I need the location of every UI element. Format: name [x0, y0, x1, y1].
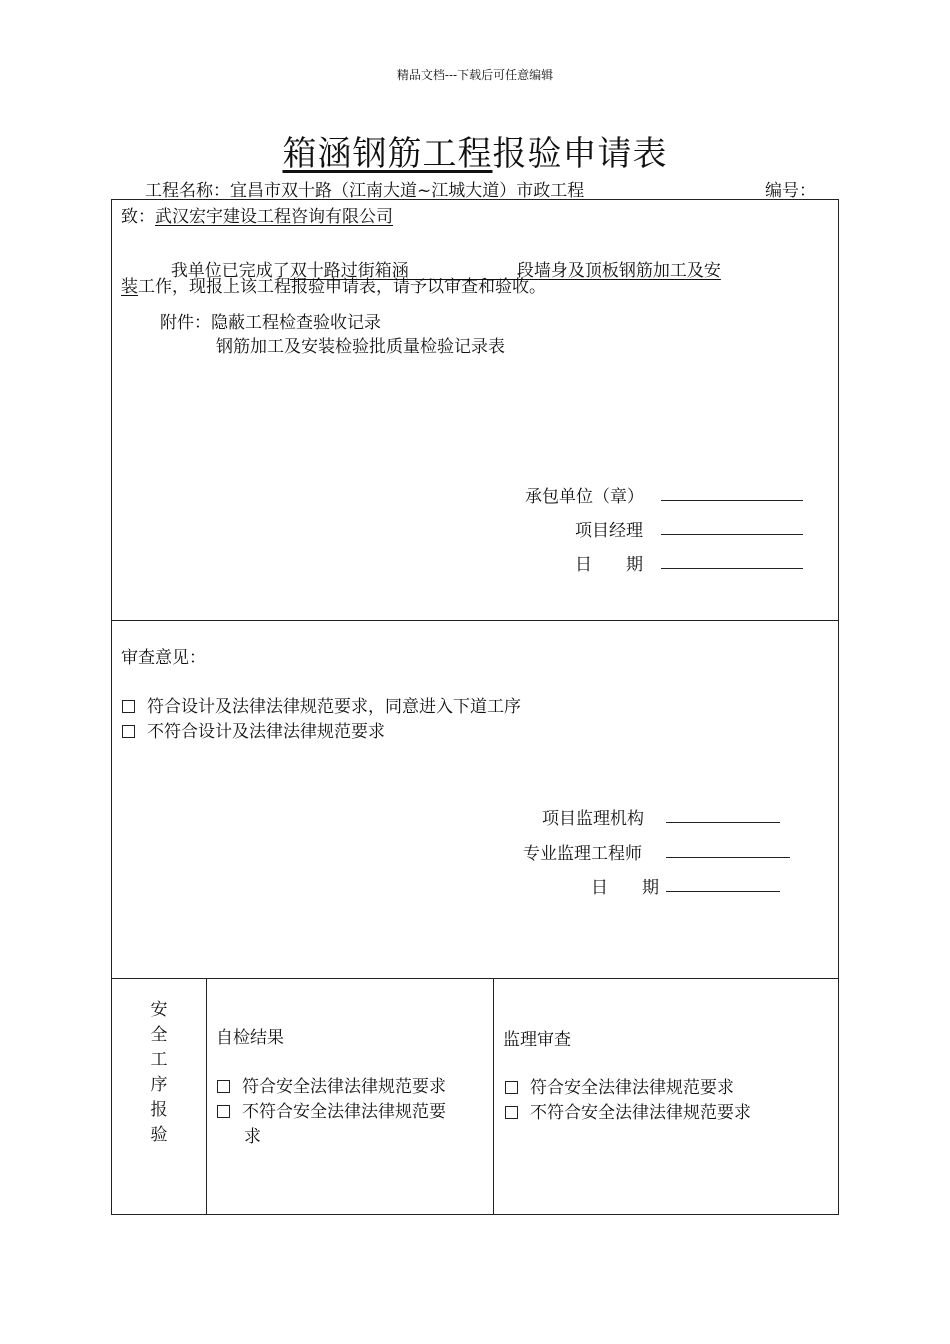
- supervision-org-label: 项目监理机构: [542, 809, 644, 829]
- supervision-org-blank[interactable]: [666, 806, 780, 823]
- project-manager-label: 项目经理: [575, 521, 643, 541]
- supervision-check-option-pass[interactable]: 符合安全法律法律规范要求: [505, 1073, 734, 1098]
- review-title: 审查意见：: [121, 648, 206, 668]
- review-option-reject[interactable]: 不符合设计及法律法律规范要求: [122, 717, 385, 742]
- checkbox-icon[interactable]: [122, 700, 135, 713]
- checkbox-icon[interactable]: [122, 725, 135, 738]
- checkbox-icon[interactable]: [505, 1106, 518, 1119]
- completion-line-2: 装工作，现报上该工程报验申请表，请予以审查和验收。: [121, 277, 546, 297]
- self-check-title: 自检结果: [216, 1028, 284, 1048]
- supervision-date-blank[interactable]: [666, 875, 780, 892]
- page-title: [0, 126, 950, 175]
- review-option-approve[interactable]: 符合设计及法律法律规范要求，同意进入下道工序: [122, 692, 521, 717]
- serial-number-label: 编号：: [765, 181, 816, 201]
- checkbox-icon[interactable]: [217, 1080, 230, 1093]
- completion-line-1: 我单位已完成了双十路过街箱涵 段墙身及顶板钢筋加工及安: [170, 261, 721, 281]
- contractor-date-blank[interactable]: [661, 552, 803, 569]
- attachment-line-1: 附件：隐蔽工程检查验收记录: [160, 313, 381, 333]
- checkbox-icon[interactable]: [217, 1105, 230, 1118]
- contractor-seal-blank[interactable]: [661, 484, 803, 501]
- supervision-check-option-fail[interactable]: 不符合安全法律法律规范要求: [505, 1098, 751, 1123]
- title-underlined: 箱涵钢筋工程: [282, 134, 493, 174]
- supervisor-company: 武汉宏宇建设工程咨询有限公司: [155, 207, 393, 227]
- self-check-option-fail[interactable]: 不符合安全法律法律规范要: [217, 1097, 446, 1122]
- supervision-engineer-label: 专业监理工程师: [523, 844, 642, 864]
- header-note: 精品文档---下载后可任意编辑: [396, 68, 554, 82]
- self-check-option-pass[interactable]: 符合安全法律法律规范要求: [217, 1072, 446, 1097]
- title-rest: 报验申请表: [492, 134, 668, 174]
- section-divider-1: [111, 620, 839, 621]
- contractor-date-label: 日 期: [575, 555, 643, 575]
- section-divider-2: [111, 978, 839, 979]
- contractor-seal-label: 承包单位（章）: [525, 487, 644, 507]
- project-manager-blank[interactable]: [661, 518, 803, 535]
- checkbox-icon[interactable]: [505, 1081, 518, 1094]
- attachment-1: 隐蔽工程检查验收记录: [211, 313, 381, 333]
- project-name-line: 工程名称：宜昌市双十路（江南大道~江城大道）市政工程: [145, 181, 585, 201]
- attachment-2: 钢筋加工及安装检验批质量检验记录表: [216, 337, 505, 357]
- safety-side-label: 安 全 工 序 报 验: [150, 1000, 168, 1145]
- addressee: 致：武汉宏宇建设工程咨询有限公司: [121, 207, 393, 227]
- self-check-option-fail-cont: 求: [244, 1127, 261, 1147]
- column-divider-1: [206, 978, 207, 1215]
- supervision-check-title: 监理审查: [503, 1030, 571, 1050]
- supervision-date-label: 日 期: [591, 878, 659, 898]
- work-scope: 双十路过街箱涵 段墙身及顶板钢筋加工及安: [289, 261, 721, 281]
- column-divider-2: [493, 978, 494, 1215]
- supervision-engineer-blank[interactable]: [666, 841, 790, 858]
